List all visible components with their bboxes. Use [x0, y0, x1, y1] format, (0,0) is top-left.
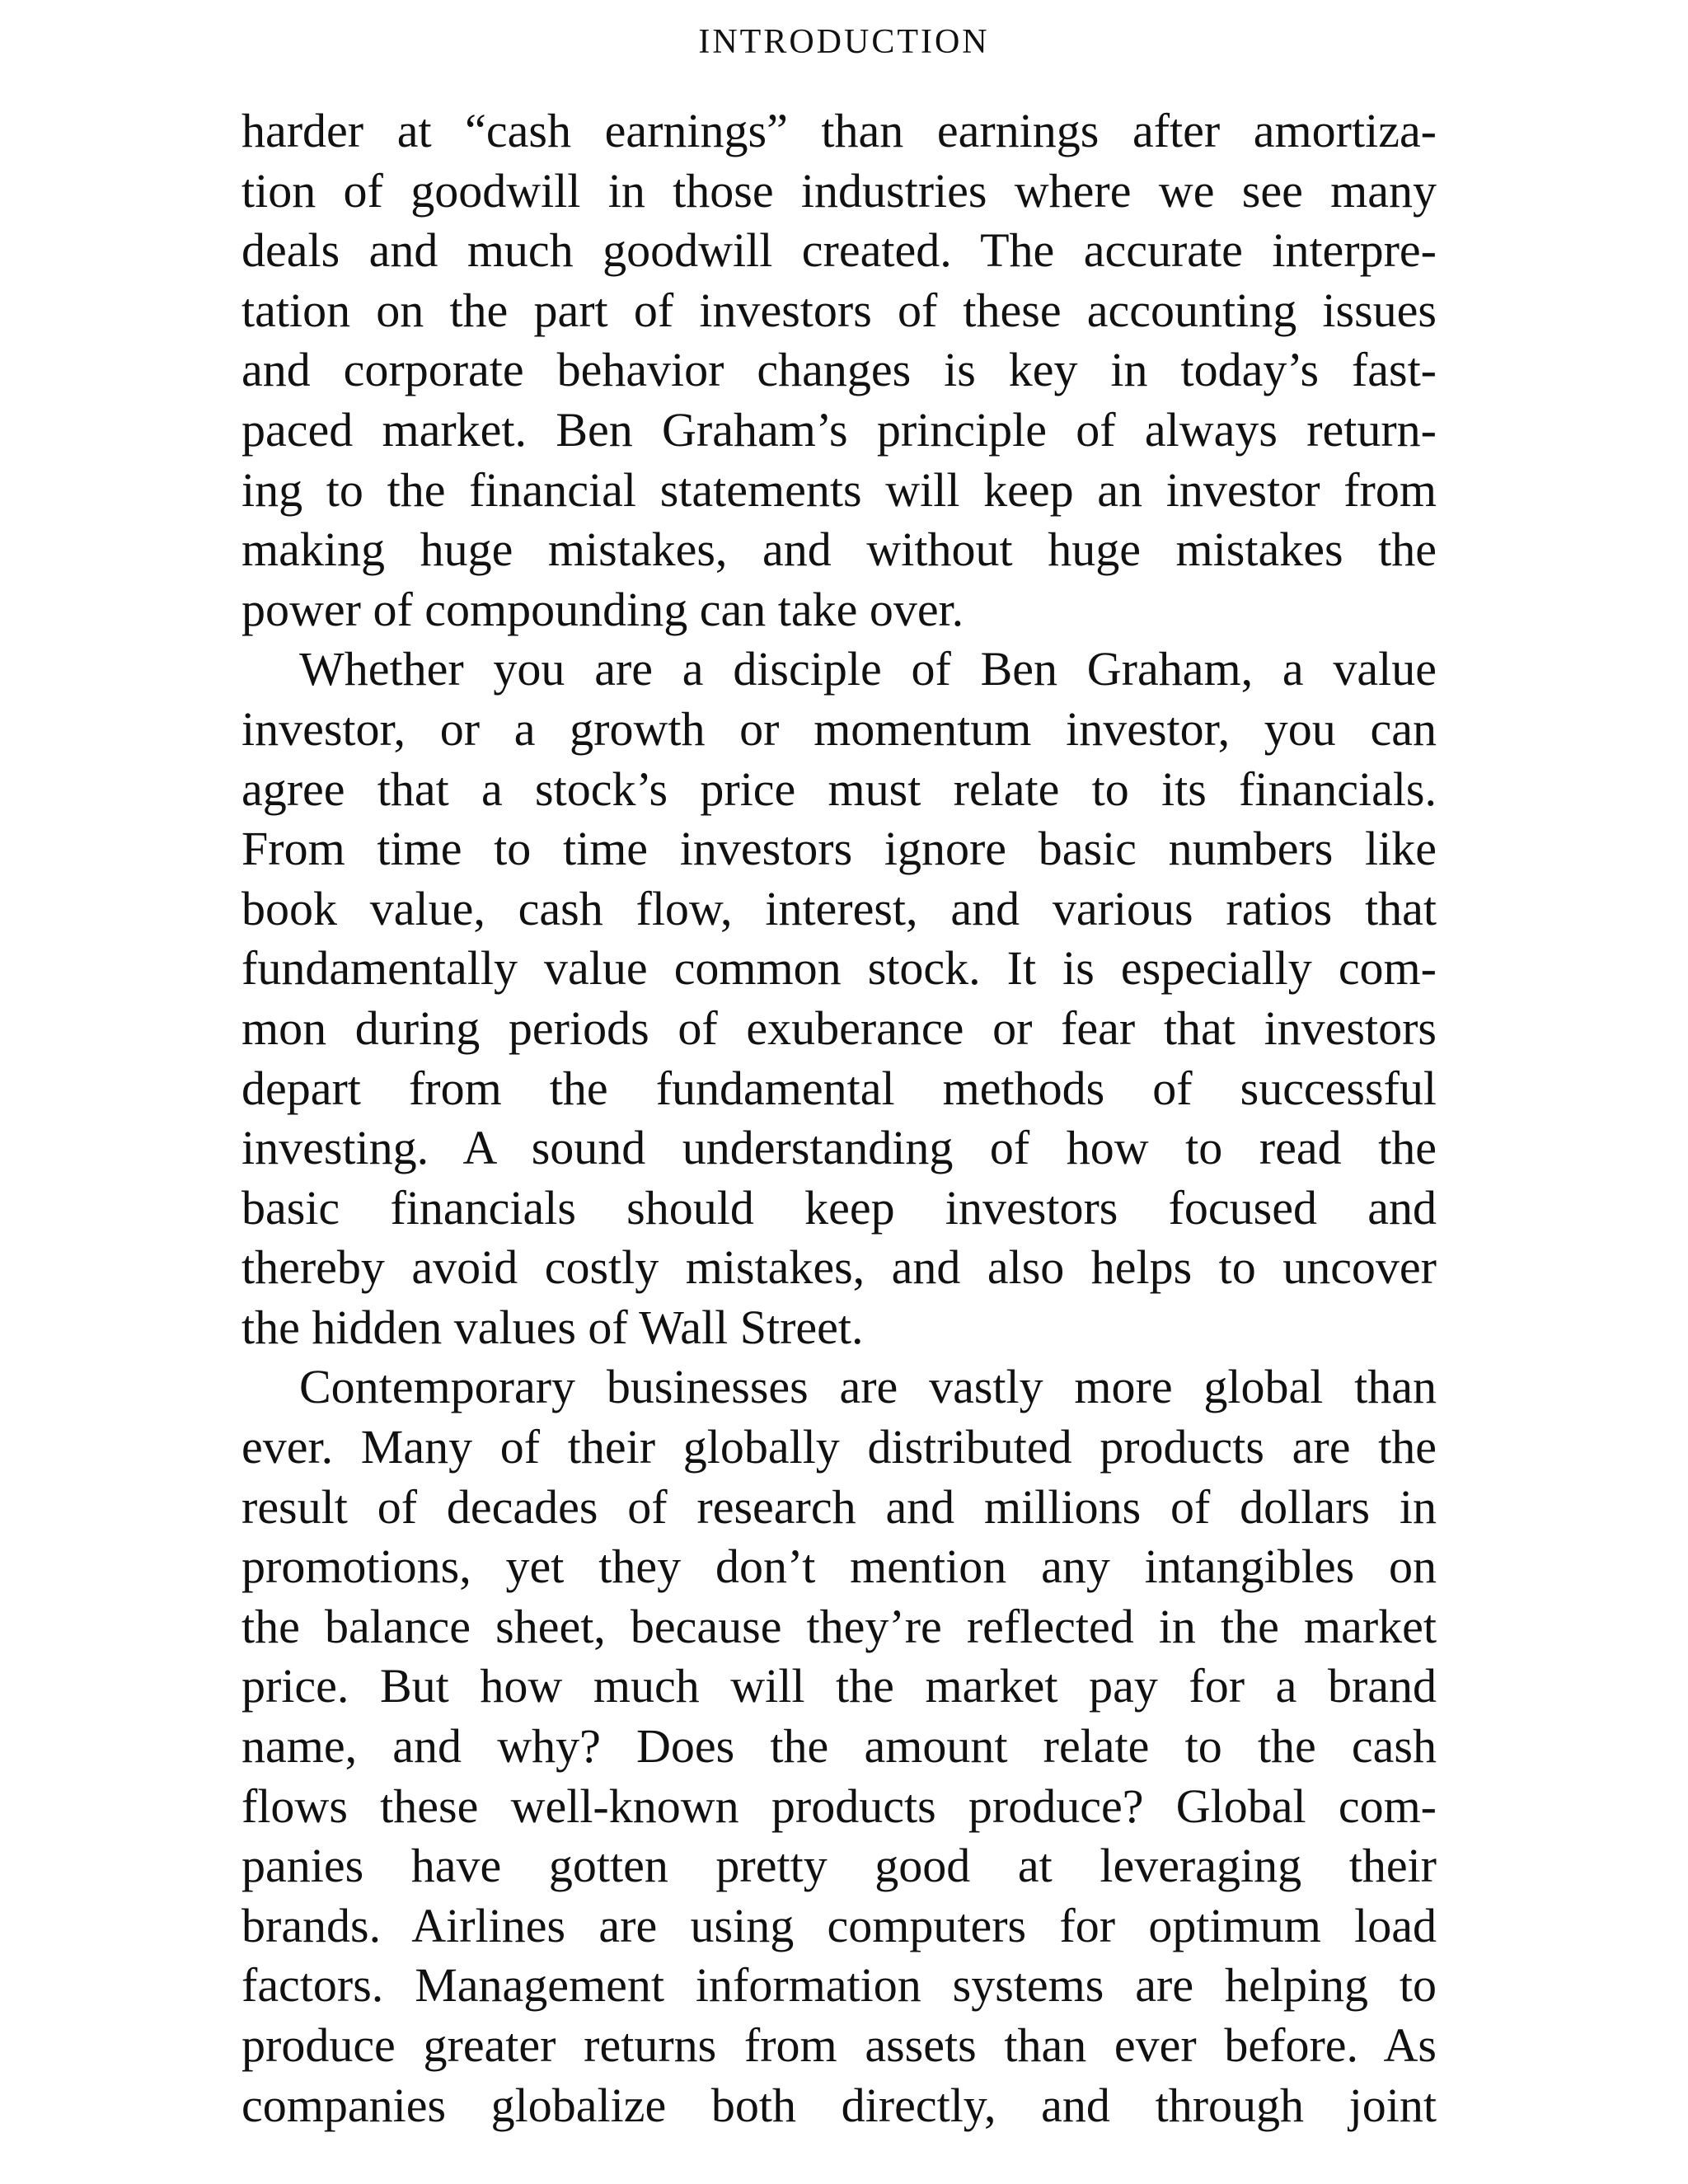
text-line: name, and why? Does the amount relate to the cash: [241, 1719, 1437, 1774]
paragraph-2: [241, 640, 1437, 1357]
text-line: agree that a stock’s price must relate to its financials.: [241, 762, 1437, 816]
text-line: panies have gotten pretty good at leveraging their: [241, 1839, 1437, 1893]
text-line: ing to the financial statements will keep an investor from: [241, 462, 1437, 517]
text-line: paced market. Ben Graham’s principle of always return-: [241, 402, 1437, 457]
text-line: the hidden values of Wall Street.: [241, 1300, 864, 1354]
text-line: basic financials should keep investors focused and: [241, 1180, 1437, 1235]
running-head: INTRODUCTION: [698, 23, 990, 61]
text-line: From time to time investors ignore basic numbers like: [241, 822, 1437, 876]
text-line: Contemporary businesses are vastly more global than: [299, 1360, 1437, 1414]
text-line: deals and much goodwill created. The accurate interpre-: [241, 223, 1437, 278]
text-line: tation on the part of investors of these accounting issues: [241, 283, 1437, 337]
text-line: promotions, yet they don’t mention any intangibles on: [241, 1540, 1437, 1594]
text-line: mon during periods of exuberance or fear that investors: [241, 1001, 1437, 1055]
text-line: thereby avoid costly mistakes, and also helps to uncover: [241, 1240, 1437, 1295]
text-line: Whether you are a disciple of Ben Graham, a value: [299, 642, 1437, 696]
text-line: power of compounding can take over.: [241, 582, 964, 636]
text-line: depart from the fundamental methods of successful: [241, 1061, 1437, 1115]
text-line: factors. Management information systems are helping to: [241, 1958, 1437, 2013]
text-line: harder at “cash earnings” than earnings after amortiza-: [241, 104, 1437, 157]
text-line: making huge mistakes, and without huge mistakes the: [241, 523, 1437, 577]
body-text: [241, 101, 1437, 2135]
paragraph-3: [241, 1357, 1437, 2135]
text-line: fundamentally value common stock. It is especially com-: [241, 941, 1437, 996]
text-line: the balance sheet, because they’re reflected in the market: [241, 1599, 1437, 1653]
text-line: ever. Many of their globally distributed products are the: [241, 1420, 1437, 1474]
text-line: investor, or a growth or momentum investor, you can: [241, 701, 1437, 756]
text-line: result of decades of research and millions of dollars in: [241, 1479, 1437, 1534]
text-line: book value, cash flow, interest, and various ratios that: [241, 881, 1437, 935]
text-line: companies globalize both directly, and through joint: [241, 2078, 1437, 2132]
text-line: price. But how much will the market pay for a brand: [241, 1659, 1437, 1713]
text-line: tion of goodwill in those industries where we see many: [241, 163, 1437, 218]
text-line: and corporate behavior changes is key in today’s fast-: [241, 343, 1437, 397]
text-line: brands. Airlines are using computers for optimum load: [241, 1898, 1437, 1952]
text-line: produce greater returns from assets than ever before. As: [241, 2018, 1437, 2072]
text-line: investing. A sound understanding of how to read the: [241, 1121, 1437, 1175]
text-line: flows these well-known products produce? Global com-: [241, 1779, 1437, 1833]
paragraph-1: [241, 101, 1437, 640]
